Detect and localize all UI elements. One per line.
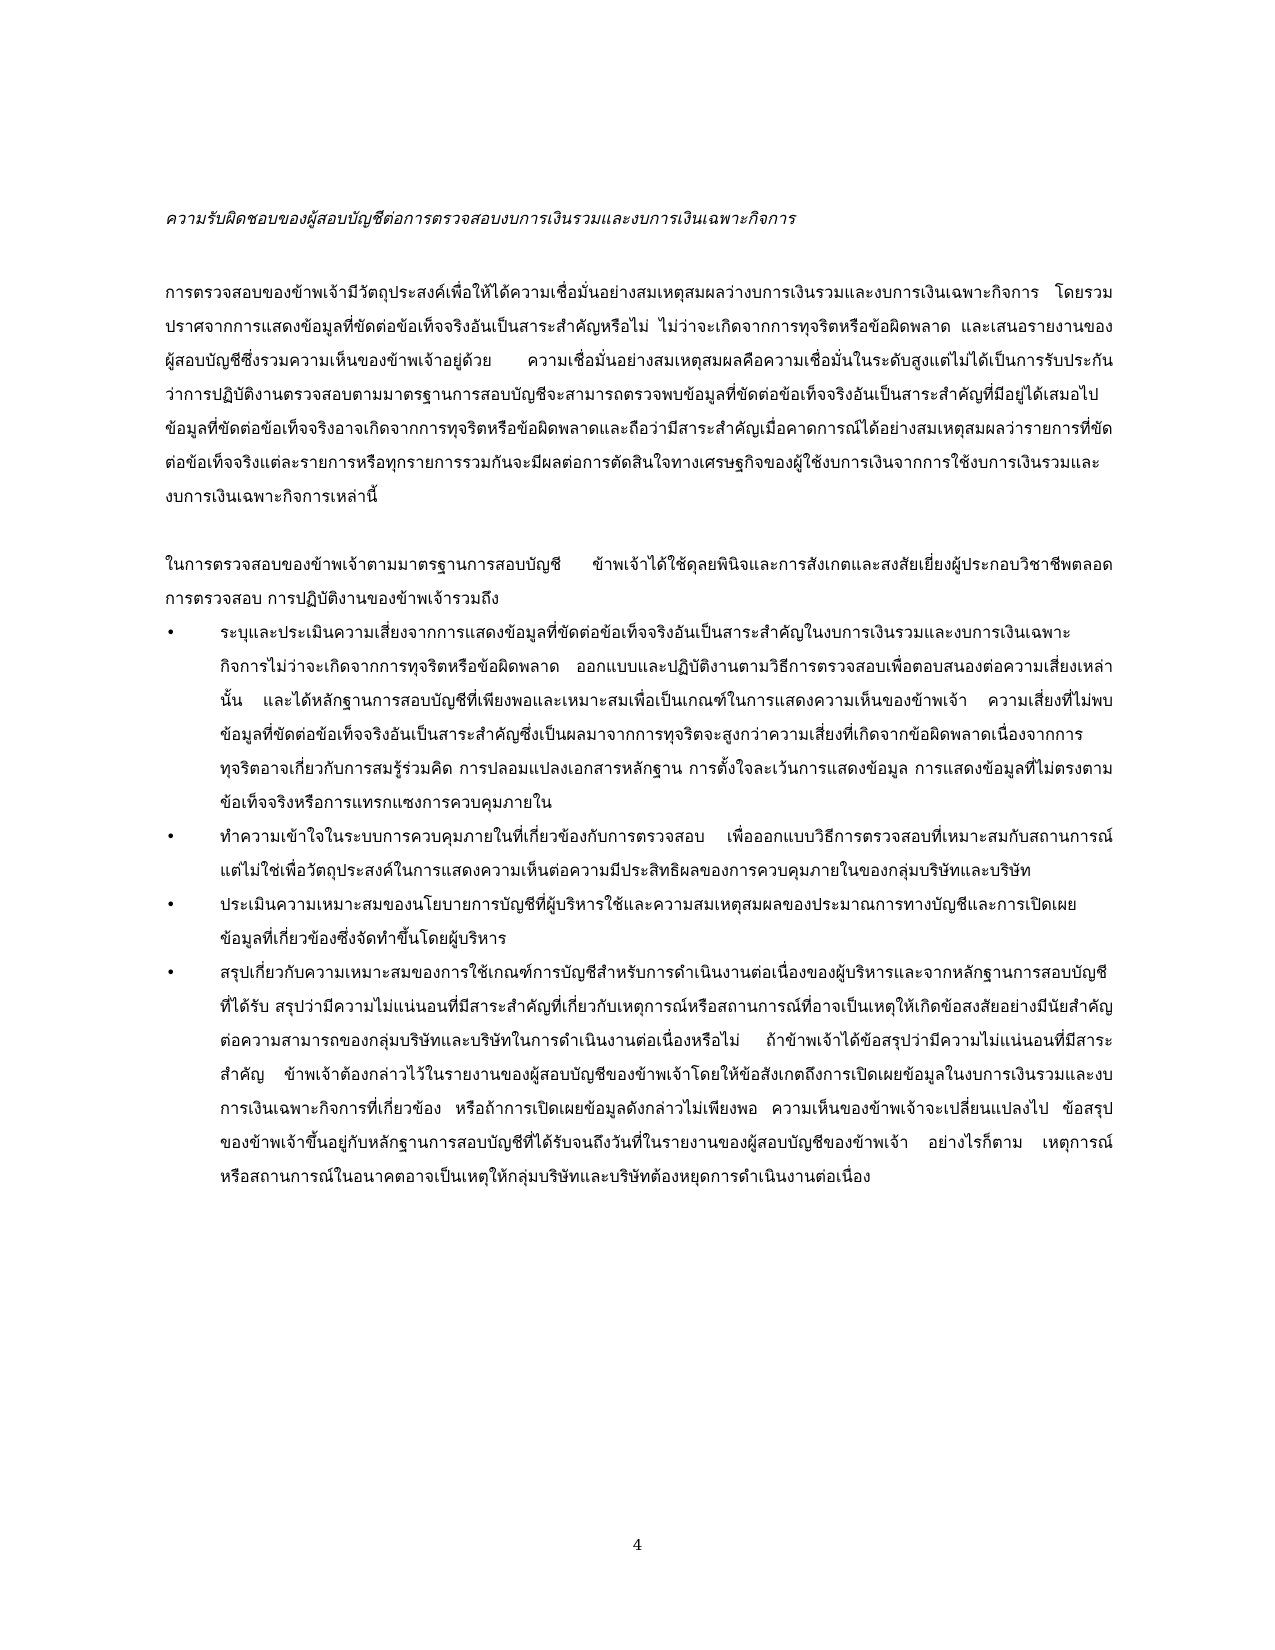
list-item-text: ทำความเข้าใจในระบบการควบคุมภายในที่เกี่ยวข้องกับการตรวจสอบ เพื่อออกแบบวิธีการตรวจสอบที่เหมาะสมกับสถานการณ์ แต่ไม่ใช่เพื่อวัตถุประสงค์ในการแสดงความเห็นต่อความมีประสิทธิผลของการควบคุมภายในของกลุ่มบริษัทและบริษัท	[220, 827, 1113, 880]
list-item-text: ประเมินความเหมาะสมของนโยบายการบัญชีที่ผู้บริหารใช้และความสมเหตุสมผลของประมาณการทางบัญชีและการเปิดเผยข้อมูลที่เกี่ยวข้องซึ่งจัดทำขึ้นโดยผู้บริหาร	[220, 895, 1077, 948]
list-item	[165, 956, 1113, 1194]
procedures-list	[165, 616, 1113, 1194]
bullet-icon: •	[166, 623, 176, 642]
bullet-icon: •	[166, 895, 176, 914]
list-item	[165, 820, 1113, 888]
list-item-text: สรุปเกี่ยวกับความเหมาะสมของการใช้เกณฑ์การบัญชีสำหรับการดำเนินงานต่อเนื่องของผู้บริหารและจากหลักฐานการสอบบัญชีที่ได้รับ สรุปว่ามีความไม่แน่นอนที่มีสาระสำคัญที่เกี่ยวกับเหตุการณ์หรือสถานการณ์ที่อาจเป็นเหตุให้เกิดข้อสงสัยอย่างมีนัยสำคัญต่อความสามารถของกลุ่มบริษัทและบริษัทในการดำเนินงานต่อเนื่องหรือไม่ ถ้าข้าพเจ้าได้ข้อสรุปว่ามีความไม่แน่นอนที่มีสาระสำคัญ ข้าพเจ้าต้องกล่าวไว้ในรายงานของผู้สอบบัญชีของข้าพเจ้าโดยให้ข้อสังเกตถึงการเปิดเผยข้อมูลในงบการเงินรวมและงบการเงินเฉพาะกิจการที่เกี่ยวข้อง หรือถ้าการเปิดเผยข้อมูลดังกล่าวไม่เพียงพอ ความเห็นของข้าพเจ้าจะเปลี่ยนแปลงไป ข้อสรุปของข้าพเจ้าขึ้นอยู่กับหลักฐานการสอบบัญชีที่ได้รับจนถึงวันที่ในรายงานของผู้สอบบัญชีของข้าพเจ้า อย่างไรก็ตาม เหตุการณ์หรือสถานการณ์ในอนาคตอาจเป็นเหตุให้กลุ่มบริษัทและบริษัทต้องหยุดการดำเนินงานต่อเนื่อง	[220, 963, 1113, 1186]
list-item	[165, 616, 1113, 820]
bullet-icon: •	[166, 963, 176, 982]
paragraph-audit-procedures-intro: ในการตรวจสอบของข้าพเจ้าตามมาตรฐานการสอบบัญชี ข้าพเจ้าได้ใช้ดุลยพินิจและการสังเกตและสงสัยเยี่ยงผู้ประกอบวิชาชีพตลอดการตรวจสอบ การปฏิบัติงานของข้าพเจ้ารวมถึง	[165, 555, 1113, 608]
paragraph-audit-objective: การตรวจสอบของข้าพเจ้ามีวัตถุประสงค์เพื่อให้ได้ความเชื่อมั่นอย่างสมเหตุสมผลว่างบการเงินรวมและงบการเงินเฉพาะกิจการ โดยรวมปราศจากการแสดงข้อมูลที่ขัดต่อข้อเท็จจริงอันเป็นสาระสำคัญหรือไม่ ไม่ว่าจะเกิดจากการทุจริตหรือข้อผิดพลาด และเสนอรายงานของผู้สอบบัญชีซึ่งรวมความเห็นของข้าพเจ้าอยู่ด้วย ความเชื่อมั่นอย่างสมเหตุสมผลคือความเชื่อมั่นในระดับสูงแต่ไม่ได้เป็นการรับประกันว่าการปฏิบัติงานตรวจสอบตามมาตรฐานการสอบบัญชีจะสามารถตรวจพบข้อมูลที่ขัดต่อข้อเท็จจริงอันเป็นสาระสำคัญที่มีอยู่ได้เสมอไป ข้อมูลที่ขัดต่อข้อเท็จจริงอาจเกิดจากการทุจริตหรือข้อผิดพลาดและถือว่ามีสาระสำคัญเมื่อคาดการณ์ได้อย่างสมเหตุสมผลว่ารายการที่ขัดต่อข้อเท็จจริงแต่ละรายการหรือทุกรายการรวมกันจะมีผลต่อการตัดสินใจทางเศรษฐกิจของผู้ใช้งบการเงินจากการใช้งบการเงินรวมและงบการเงินเฉพาะกิจการเหล่านี้	[165, 283, 1113, 506]
section-heading: ความรับผิดชอบของผู้สอบบัญชีต่อการตรวจสอบงบการเงินรวมและงบการเงินเฉพาะกิจการ	[165, 209, 796, 228]
list-item-text: ระบุและประเมินความเสี่ยงจากการแสดงข้อมูลที่ขัดต่อข้อเท็จจริงอันเป็นสาระสำคัญในงบการเงินรวมและงบการเงินเฉพาะกิจการไม่ว่าจะเกิดจากการทุจริตหรือข้อผิดพลาด ออกแบบและปฏิบัติงานตามวิธีการตรวจสอบเพื่อตอบสนองต่อความเสี่ยงเหล่านั้น และได้หลักฐานการสอบบัญชีที่เพียงพอและเหมาะสมเพื่อเป็นเกณฑ์ในการแสดงความเห็นของข้าพเจ้า ความเสี่ยงที่ไม่พบข้อมูลที่ขัดต่อข้อเท็จจริงอันเป็นสาระสำคัญซึ่งเป็นผลมาจากการทุจริตจะสูงกว่าความเสี่ยงที่เกิดจากข้อผิดพลาดเนื่องจากการทุจริตอาจเกี่ยวกับการสมรู้ร่วมคิด การปลอมแปลงเอกสารหลักฐาน การตั้งใจละเว้นการแสดงข้อมูล การแสดงข้อมูลที่ไม่ตรงตามข้อเท็จจริงหรือการแทรกแซงการควบคุมภายใน	[220, 623, 1113, 812]
list-item	[165, 888, 1113, 956]
page-content	[165, 202, 1113, 1194]
bullet-icon: •	[166, 827, 176, 846]
page-number: 4	[632, 1536, 643, 1554]
